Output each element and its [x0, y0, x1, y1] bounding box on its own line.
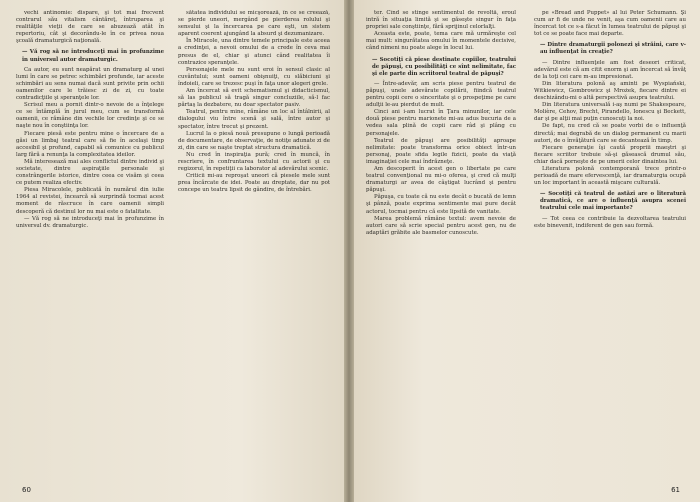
book-gutter — [344, 0, 354, 502]
interview-question: — Dintre dramaturgii polonezi şi străini, care v-au influenţat în creaţie? — [540, 42, 686, 56]
interview-question: — Vă rog să ne introduceţi mai în profunzime în universul autor dramaturgic. — [22, 49, 164, 63]
paragraph: Mă interesează mai ales conflictul dintre individ şi societate, dintre aspiraţiile personale şi constrângerile istorice, dintre ceea ce visăm şi ceea ce putem realiza efectiv. — [16, 158, 164, 187]
interview-question: — Socotiţi că piese destinate copiilor, teatrului de păpuşi, cu posibilităţi ce sînt nelimitate, fac şi ele parte din scriitorul teatral de păpuşi? — [372, 56, 516, 77]
left-page-column-2 — [178, 10, 330, 480]
paragraph: — Dintre influenţele am fost deseori criticat, adevărul este că am citit enorm şi am încercat să învăţ de la toţi cei care m-au impresionat. — [534, 59, 686, 80]
paragraph: Criticii mi-au reproşat uneori că piesele mele sunt prea încărcate de idei. Poate au dreptate, dar nu pot concepe un teatru lipsit de gândire, de întrebări. — [178, 173, 330, 194]
paragraph: Fiecare piesă este pentru mine o încercare de a găsi un limbaj teatral care să fie în acelaşi timp accesibil şi profund, capabil să comunice cu publicul larg fără a renunţa la complexitatea ideilor. — [16, 130, 164, 158]
paragraph: Am încercat să evit schematismul şi didacticismul, să las publicul să tragă singur concluziile, să-l fac părtaş la dezbatere, nu doar spectator pasiv. — [178, 88, 330, 109]
paragraph: Din literatura polonă aş aminti pe Wyspiański, Witkiewicz, Gombrowicz şi Mrożek, fiecare dintre ei deschizându-mi o altă perspectivă asupra teatrului. — [534, 80, 686, 102]
paragraph: Cinci ani i-am lucrat în Ţara minunilor, iar cele două piese pentru marionete mi-au adus bucuria de a vedea sala plină de copii care râd şi plâng cu personajele. — [366, 109, 516, 137]
paragraph: Am descoperit în acest gen o libertate pe care teatrul convenţional nu mi-o oferea, şi cred că mulţi dramaturgi ar avea de câştigat lucrând şi pentru păpuşi. — [366, 165, 516, 194]
paragraph: Marea problemă rămâne textul: avem nevoie de autori care să scrie special pentru acest gen, nu de adaptări grăbite ale basmelor cunoscute. — [366, 215, 516, 236]
paragraph: Lucrul la o piesă nouă presupune o lungă perioadă de documentare, de observaţie, de notiţe adunate zi de zi, din care se naşte treptat structura dramatică. — [178, 130, 330, 151]
paragraph: Ca autor, eu sunt neapărat un dramaturg al unei lumi în care se petrec schimbări profunde, iar aceste schimbări au sens numai dacă sunt privite prin ochii oamenilor care le trăiesc zi de zi, cu toate contradicţiile şi speranţele lor. — [16, 66, 164, 102]
paragraph: Literatura polonă contemporană trece printr-o perioadă de mare efervescenţă, iar dramaturgia ocupă un loc important în această mişcare culturală. — [534, 165, 686, 187]
page-number: 61 — [671, 486, 680, 494]
paragraph: Personajele mele nu sunt eroi în sensul clasic al cuvântului; sunt oameni obişnuiţi, cu slăbiciuni şi îndoieli, care se trezesc puşi în faţa unor alegeri grele. — [178, 66, 330, 87]
paragraph: Fiecare generaţie îşi caută propriii maeştri şi fiecare scriitor trebuie să-şi găsească drumul său, chiar dacă porneşte de pe umerii celor dinaintea lui. — [534, 144, 686, 165]
paragraph: Aceasta este, poate, tema care mă urmăreşte cel mai mult: singurătatea omului în momentele decisive, când nimeni nu poate alege în locul lui. — [366, 31, 516, 52]
paragraph: — Vă rog să ne introduceţi mai în profunzime în universul dv. dramaturgic. — [16, 215, 164, 229]
paragraph: — Între-adevăr, am scris piese pentru teatrul de păpuşi, unele adevărate copilării, fiindcă teatrul pentru copii cere o sinceritate şi o prospeţime pe care adulţii le-au pierdut de mult. — [366, 80, 516, 109]
left-page-column-1 — [16, 10, 164, 480]
paragraph: sătatea individului se micşorează, în ce se creează, se pierde uneori, mergând pe pierderea rolului şi sensului şi la încercarea pe care eşti, un sistem aparent coerent ajungând la absurd şi dezumanizare. — [178, 10, 330, 38]
paragraph: Scrisul meu a pornit dintr-o nevoie de a înţelege ce se întâmplă în jurul meu, cum se transformă oamenii, ce rămâne din vechile lor credinţe şi ce se naşte nou în conştiinţa lor. — [16, 102, 164, 130]
right-page — [354, 0, 700, 502]
page-number: 60 — [22, 486, 31, 494]
interview-question: — Socotiţi că teatrul de astăzi are o literatură dramatică, ce are o influenţă asupra scenei teatrului cele mai importante? — [540, 191, 686, 212]
left-page — [0, 0, 344, 502]
paragraph: vechi antinomie: dispare, şi tot mai frecvent contrarul său vitalism cântăreţ, întruparea şi realităţile vieţii de care se abuzează atât în repertoriu, cât şi decorându-le în ce privea noua şcoală dramaturgică naţională. — [16, 10, 164, 45]
right-page-column-1 — [366, 10, 516, 480]
paragraph: Teatrul, pentru mine, rămâne un loc al întâlnirii, al dialogului viu între scenă şi sală, între autor şi spectator, între trecut şi prezent. — [178, 109, 330, 130]
paragraph: pe «Bread and Puppet» al lui Peter Schumann. Şi cum ar fi de unde ne venit, aşa cum oamenii care au încercat tot ce s-a făcut în lumea teatrului de păpuşi şi tot ce se poate face mai departe. — [534, 10, 686, 38]
paragraph: Teatrul de păpuşi are posibilităţi aproape nelimitate: poate transforma orice obiect într-un personaj, poate sfida legile fizicii, poate da viaţă imaginaţiei cele mai îndrăzneţe. — [366, 137, 516, 165]
paragraph: De fapt, nu cred că se poate vorbi de o influenţă directă; mai degrabă de un dialog permanent cu marii autori, de o învăţătură care se decantează în timp. — [534, 123, 686, 144]
right-page-column-2 — [534, 10, 686, 480]
paragraph: Din literatura universală i-aş numi pe Shakespeare, Molière, Cehov, Brecht, Pirandello, Ionescu şi Beckett, dar şi pe alţii mai puţin cunoscuţi la noi. — [534, 102, 686, 123]
paragraph: ter. Cînd se stinge sentimentul de revoltă, eroul intră în situaţia limită şi se găseşte singur în faţa propriei sale conştiinţe, fără sprijinul celorlalţi. — [366, 10, 516, 31]
paragraph: Păpuşa, cu toate că nu este decât o bucată de lemn şi pânză, poate exprima sentimente mai pure decât actorul, tocmai pentru că este lipsită de vanitate. — [366, 194, 516, 215]
paragraph: — Tot ceea ce contribuie la dezvoltarea teatrului este binevenit, indiferent de gen sau formă. — [534, 215, 686, 229]
paragraph: Nu cred în inspiraţia pură; cred în muncă, în rescriere, în confruntarea textului cu actorii şi cu regizorul, în repetiţii ca laborator al adevărului scenic. — [178, 151, 330, 173]
paragraph: În Miracole, una dintre temele principale este aceea a credinţei, a nevoii omului de a crede în ceva mai presus de el, chiar şi atunci când realitatea îi contrazice speranţele. — [178, 38, 330, 66]
paragraph: Piesa Miracolele, publicată în numărul din iulie 1964 al revistei, încearcă să surprindă tocmai acest moment de răscruce în care oamenii simpli descoperă că destinul lor nu mai este o fatalitate. — [16, 187, 164, 215]
